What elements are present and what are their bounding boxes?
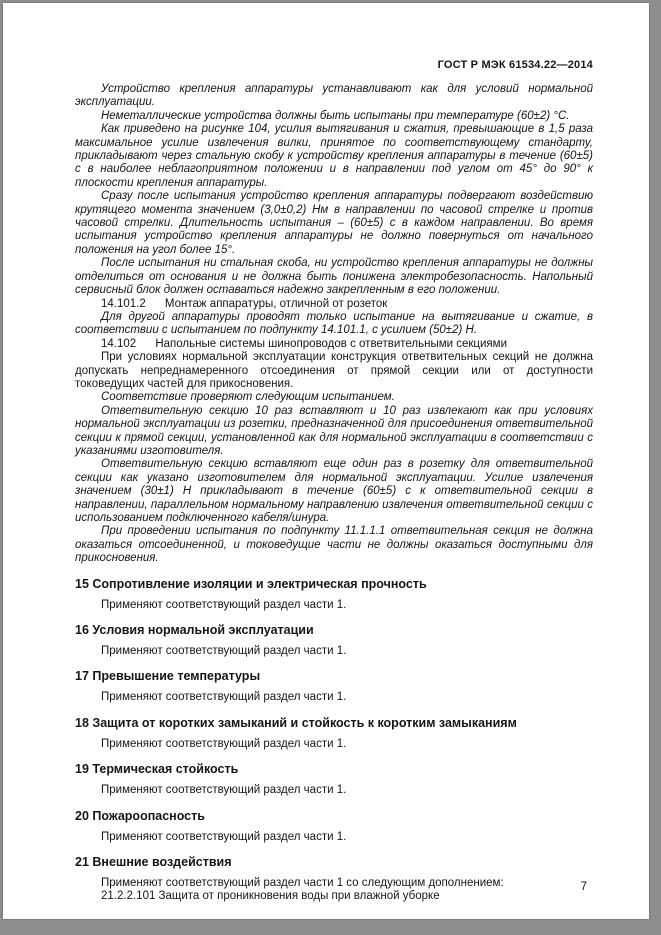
paragraph: Соответствие проверяют следующим испытанием. bbox=[101, 391, 395, 404]
paragraph: Ответвительную секцию 10 раз вставляют и 10 раз извлекают как при условиях нормальной эксплуатации из розетки, предназначенной для присоединения ответвительной секции к прямой секции, установленной как для нормальной эксплуатации в соответствии с указаниями изготовителя. bbox=[75, 404, 593, 457]
document-standard-number: ГОСТ Р МЭК 61534.22—2014 bbox=[437, 59, 593, 71]
paragraph: Применяют соответствующий раздел части 1. bbox=[101, 784, 347, 797]
document-body bbox=[75, 83, 593, 904]
paragraph: 14.102 Напольные системы шинопроводов с ответвительными секциями bbox=[101, 337, 507, 350]
paragraph: Устройство крепления аппаратуры устанавливают как для условий нормальной эксплуатации. bbox=[75, 83, 593, 109]
section-heading: 19 Термическая стойкость bbox=[75, 762, 239, 777]
section-heading: 18 Защита от коротких замыканий и стойкость к коротким замыканиям bbox=[75, 715, 517, 730]
paragraph: После испытания ни стальная скоба, ни устройство крепления аппаратуры не должны отделиться от основания и не должна быть понижена электробезопасность. Напольный сервисный блок должен оставаться надежно закрепленным в его положении. bbox=[75, 257, 593, 297]
paragraph: Неметаллические устройства должны быть испытаны при температуре (60±2) °С. bbox=[101, 109, 570, 122]
paragraph: При проведении испытания по подпункту 11.1.1.1 ответвительная секция не должна оказаться отсоединенной, и токоведущие части не должны оказаться доступными для прикосновения. bbox=[75, 525, 593, 565]
section-heading: 16 Условия нормальной эксплуатации bbox=[75, 623, 314, 638]
paragraph: Сразу после испытания устройство крепления аппаратуры подвергают воздействию крутящего момента значением (3,0±0,2) Нм в направлении по часовой стрелке и против часовой стрелки. Длительность испытания – (60±5) с в каждом направлении. Во время испытания устройство крепления аппаратуры не должно повернуться от начального положения на угол более 15°. bbox=[75, 190, 593, 256]
section-heading: 20 Пожароопасность bbox=[75, 808, 205, 823]
section-heading: 17 Превышение температуры bbox=[75, 669, 261, 684]
paragraph: Применяют соответствующий раздел части 1. bbox=[101, 830, 347, 843]
paragraph: Ответвительную секцию вставляют еще один раз в розетку для ответвительной секции как указано изготовителем для нормальной эксплуатации. Усилие извлечения значением (30±1) Н прикладывают в течение (60±5) с к ответвительной секции в направлении, параллельном нормальному направлению извлечения ответвительной секции с использованием подключенного кабеля/шнура. bbox=[75, 458, 593, 524]
section-heading: 21 Внешние воздействия bbox=[75, 855, 232, 870]
paragraph: Применяют соответствующий раздел части 1. bbox=[101, 598, 347, 611]
paragraph: Применяют соответствующий раздел части 1. bbox=[101, 645, 347, 658]
paragraph: Применяют соответствующий раздел части 1. bbox=[101, 737, 347, 750]
paragraph: При условиях нормальной эксплуатации конструкция ответвительных секций не должна допускать непреднамеренного отсоединения от прямой секции или от доступности токоведущих частей для прикосновения. bbox=[75, 351, 593, 390]
section-heading: 15 Сопротивление изоляции и электрическая прочность bbox=[75, 576, 427, 591]
paragraph: Применяют соответствующий раздел части 1 со следующим дополнением: bbox=[101, 877, 504, 890]
document-page bbox=[3, 3, 649, 919]
paragraph: Как приведено на рисунке 104, усилия вытягивания и сжатия, превышающие в 1,5 раза максимальное усилие извлечения вилки, принятое по соответствующему стандарту, прикладывают через стальную скобу к устройству крепления аппаратуры в течение (60±5) с в наиболее неблагоприятном положении и в направлении под углом от 45° до 90° к плоскости крепления аппаратуры. bbox=[75, 123, 593, 189]
paragraph: 14.101.2 Монтаж аппаратуры, отличной от розеток bbox=[101, 297, 388, 310]
paragraph: 21.2.2.101 Защита от проникновения воды при влажной уборке bbox=[101, 890, 440, 903]
page-number: 7 bbox=[580, 881, 587, 893]
paragraph: Для другой аппаратуры проводят только испытание на вытягивание и сжатие, в соответствии с испытанием по подпункту 14.101.1, с усилием (50±2) Н. bbox=[75, 310, 593, 337]
paragraph: Применяют соответствующий раздел части 1. bbox=[101, 691, 347, 704]
